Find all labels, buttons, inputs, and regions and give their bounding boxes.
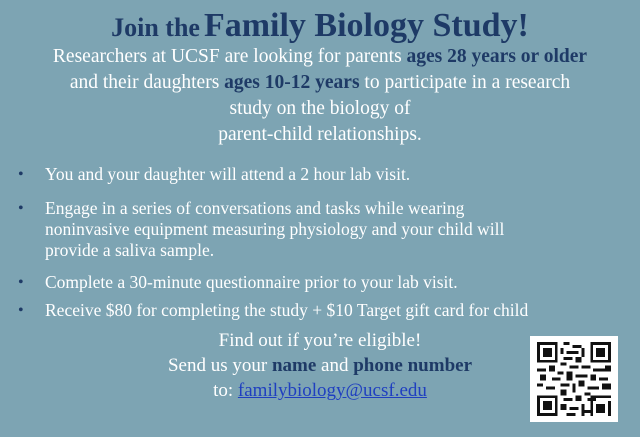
- bullet-icon: •: [18, 302, 24, 319]
- intro-line-4: parent-child relationships.: [218, 124, 422, 145]
- title-study-name: Family Biology Study!: [203, 7, 529, 44]
- bullet-text: [45, 300, 635, 321]
- eligibility-line: Find out if you’re eligible!: [218, 330, 422, 351]
- contact-text-and: and: [316, 355, 354, 376]
- bullet-icon: •: [18, 200, 24, 217]
- title-prefix: Join the: [111, 13, 200, 42]
- bullet-line: noninvasive equipment measuring physiology and your child will: [45, 219, 505, 239]
- qr-code-graphic: [536, 342, 612, 416]
- contact-text: Send us your: [167, 355, 272, 376]
- bullet-line: provide a saliva sample.: [45, 240, 215, 260]
- intro-line-2: [0, 70, 640, 96]
- phone-number-label: phone number: [353, 355, 473, 376]
- intro-line-3: study on the biology of: [229, 98, 411, 119]
- bullet-line: Receive $80 for completing the study + $10 Target gift card for child: [45, 300, 529, 320]
- name-label: name: [271, 355, 317, 376]
- bullet-line: Engage in a series of conversations and tasks while wearing: [45, 198, 465, 218]
- bullet-text: [45, 272, 635, 293]
- bullet-text: [45, 198, 635, 261]
- qr-code-icon[interactable]: [530, 336, 618, 422]
- bullet-line: Complete a 30-minute questionnaire prior to your lab visit.: [45, 272, 458, 292]
- intro-line-1: [0, 44, 640, 70]
- email-prefix: to:: [213, 380, 238, 401]
- bullet-text: [45, 164, 635, 185]
- parent-age-requirement: ages 28 years or older: [406, 46, 588, 67]
- intro-text: [0, 44, 640, 148]
- intro-line-1-text: Researchers at UCSF are looking for parents: [52, 46, 407, 67]
- email-link[interactable]: familybiology@ucsf.edu: [237, 380, 427, 401]
- bullet-icon: •: [18, 166, 24, 183]
- intro-line-2-text: and their daughters: [69, 72, 225, 93]
- intro-line-2-rest: to participate in a research: [359, 72, 571, 93]
- daughter-age-requirement: ages 10-12 years: [224, 72, 360, 93]
- bullet-line: You and your daughter will attend a 2 hour lab visit.: [45, 164, 411, 184]
- bullet-icon: •: [18, 274, 24, 291]
